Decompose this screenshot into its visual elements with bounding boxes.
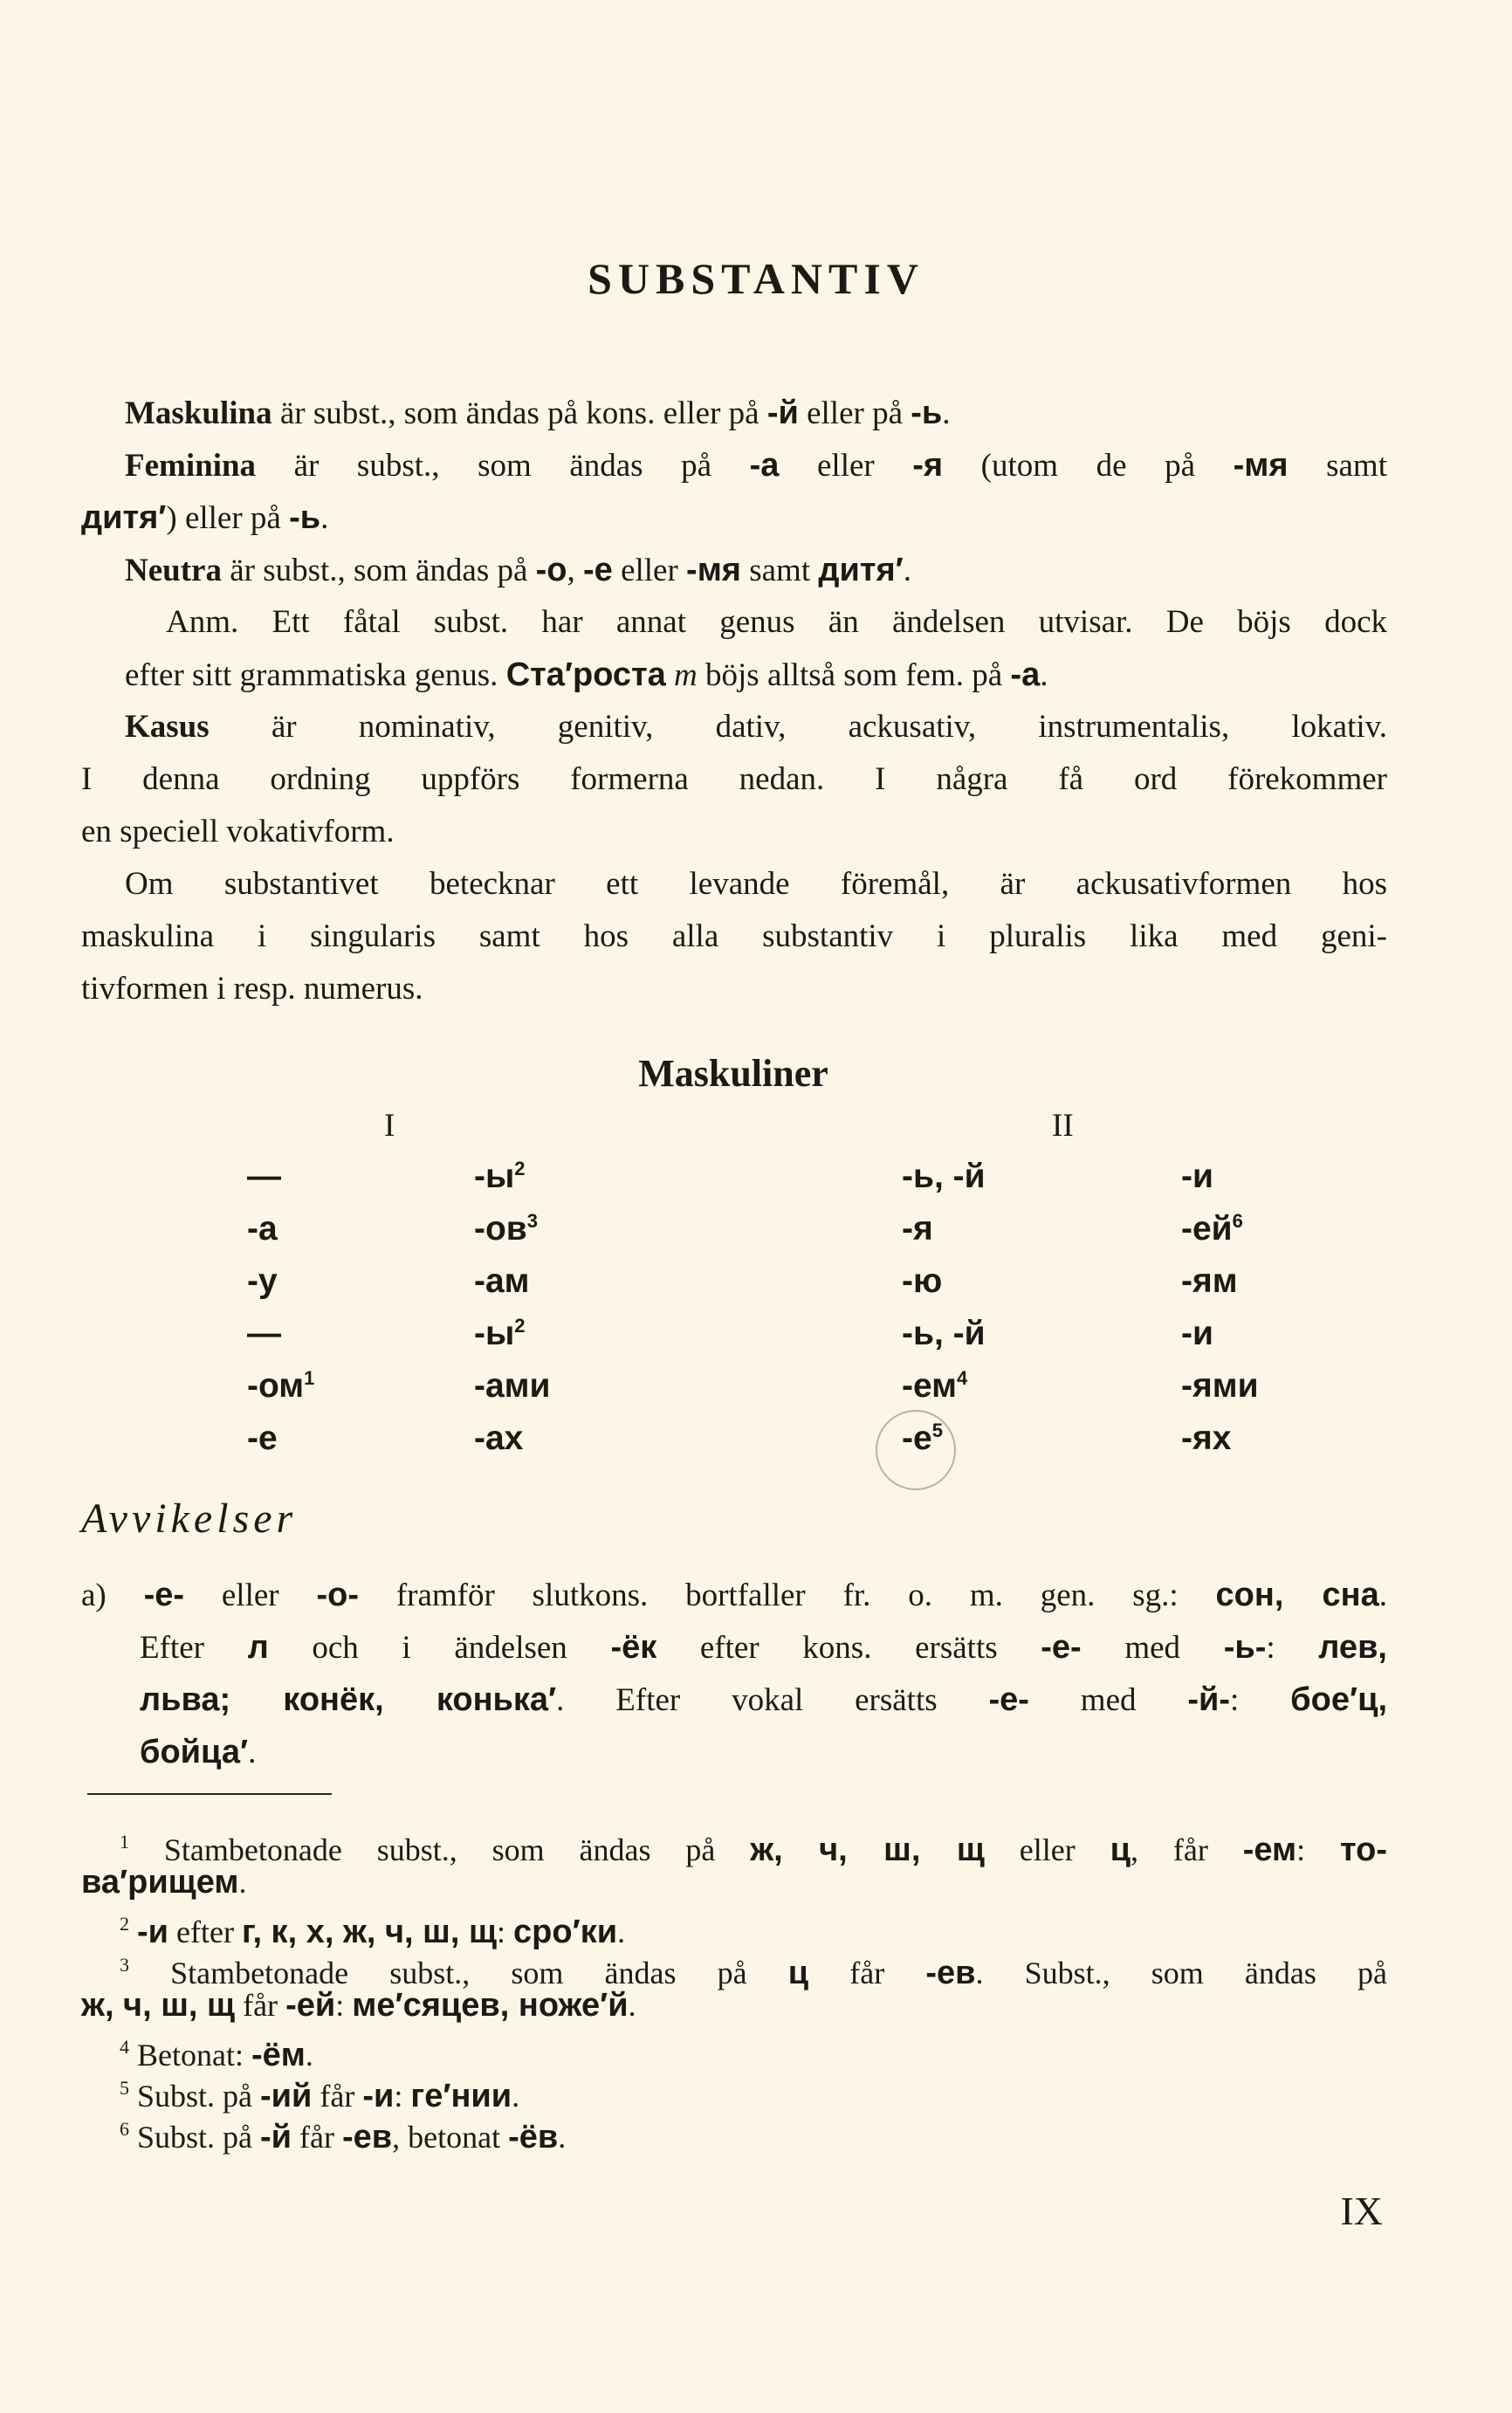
footnote-ref: 2 (514, 1315, 526, 1337)
ending: -а (749, 447, 780, 484)
ending: -я (912, 447, 944, 484)
russian-word: то- (1340, 1832, 1387, 1868)
ending: -о (535, 552, 567, 588)
text: . (942, 395, 951, 431)
footnote-1-cont (81, 1862, 246, 1903)
ending: -е- (143, 1577, 185, 1613)
ending: -и (362, 2078, 395, 2114)
footnote-6 (120, 2108, 566, 2158)
table-cell (1181, 1262, 1238, 1301)
text: efter kons. ersätts (656, 1630, 1041, 1666)
table-heading: Maskuliner (638, 1052, 828, 1095)
text: . (512, 2079, 520, 2114)
text: eller (779, 448, 913, 484)
russian-word: дитя′ (81, 499, 167, 536)
footnote-divider (87, 1793, 332, 1795)
case-ending: -ом (247, 1367, 305, 1405)
table-cell (1181, 1158, 1213, 1196)
ending: -й (260, 2119, 292, 2155)
footnote-ref: 6 (1232, 1210, 1243, 1232)
om-line-1: Om substantivet betecknar ett levande föremål, är ackusativformen hos (125, 866, 1387, 902)
letter: л (247, 1629, 269, 1666)
text: får (235, 1988, 286, 2023)
text: efter (168, 1915, 242, 1949)
text: . (238, 1865, 247, 1900)
ending: -ев (925, 1955, 976, 1991)
footnote-ref: 3 (526, 1210, 539, 1232)
text: . Efter vokal ersätts (556, 1682, 989, 1718)
text: : (1266, 1630, 1319, 1666)
russian-word: сро′ки (513, 1914, 618, 1950)
russian-word: ге′нии (410, 2078, 512, 2114)
table-cell (474, 1262, 530, 1301)
text: böjs alltså som fem. på (697, 657, 1011, 693)
pencil-circle-mark (876, 1410, 956, 1490)
text: och i ändelsen (268, 1630, 611, 1666)
text: efter sitt grammatiska genus. (125, 657, 506, 693)
russian-word: ме′сяцев, ноже′й (352, 1987, 629, 2024)
text: framför slutkons. bortfaller fr. o. m. gen. sg.: (358, 1578, 1216, 1613)
russian-word: льва; конёк, конька′ (140, 1681, 557, 1718)
ending: -ий (260, 2078, 313, 2114)
case-ending: -ами (474, 1367, 551, 1405)
ending: -ём (251, 2037, 306, 2073)
footnote-ref: 5 (931, 1420, 943, 1441)
case-ending: -ям (1181, 1262, 1238, 1300)
text: ) eller på (166, 500, 290, 536)
ending: -мя (1233, 447, 1289, 484)
anm-line-2 (125, 649, 1048, 702)
ending: -ь (289, 499, 321, 536)
text: . (628, 1988, 636, 2023)
text: , betonat (392, 2120, 509, 2155)
text: eller (612, 553, 687, 588)
text: eller (984, 1832, 1110, 1867)
ending: -ев (342, 2119, 393, 2155)
ending: -ь (911, 395, 943, 431)
text: . (558, 2120, 567, 2155)
feminina-line-2 (81, 492, 328, 545)
table-cell (474, 1315, 526, 1353)
text: . (903, 553, 911, 588)
table-cell (1181, 1367, 1259, 1406)
ending: -ёк (610, 1629, 657, 1666)
text: (utom de på (943, 448, 1234, 484)
table-cell (1181, 1420, 1231, 1458)
case-ending: — (247, 1315, 281, 1352)
table-cell (1181, 1210, 1243, 1248)
text: är subst., som ändas på kons. eller på (271, 395, 767, 431)
text: . (320, 500, 329, 536)
text: Subst. på (129, 2120, 261, 2155)
table-cell (1181, 1315, 1213, 1353)
case-ending: -ы (474, 1315, 515, 1352)
text: eller på (798, 395, 911, 431)
footnote-number: 6 (120, 2118, 129, 2140)
text: är nominativ, genitiv, dativ, ackusativ, instrumentalis, lokativ. (209, 709, 1387, 745)
group-label-2: II (1052, 1108, 1074, 1144)
russian-word: бое′ц, (1290, 1681, 1388, 1718)
ending: -ёв (508, 2119, 559, 2155)
text: är subst., som ändas på (256, 448, 750, 484)
case-ending: -ей (1181, 1210, 1233, 1248)
footnote-number: 5 (120, 2077, 129, 2099)
case-ending: -е (902, 1420, 932, 1457)
footnote-ref: 2 (514, 1158, 526, 1179)
kasus-line-1 (125, 701, 1387, 753)
russian-word: бойца′ (140, 1734, 249, 1770)
avvikelser-heading: Avvikelser (81, 1495, 298, 1542)
letter: ц (1110, 1832, 1131, 1868)
text: är subst., som ändas på (221, 553, 536, 588)
table-cell (247, 1158, 281, 1196)
case-ending: -ов (474, 1210, 527, 1248)
group-label-1: I (384, 1108, 395, 1144)
text: . Subst., som ändas på (975, 1956, 1387, 1990)
footnote-1 (120, 1821, 1387, 1871)
russian-word: дитя′ (818, 552, 904, 588)
ending: -а (1010, 657, 1041, 693)
footnote-ref: 1 (304, 1367, 315, 1389)
case-ending: -ях (1181, 1420, 1232, 1457)
text: får (292, 2120, 342, 2155)
kasus-line-2: I denna ordning uppförs formerna nedan. I några få ord förekommer (81, 761, 1387, 797)
footnote-number: 4 (120, 2036, 129, 2058)
table-cell (247, 1262, 278, 1301)
case-ending: -е (247, 1420, 278, 1457)
case-ending: -я (902, 1210, 933, 1248)
text: : (497, 1915, 514, 1949)
case-ending: -ь, -й (902, 1315, 986, 1352)
table-cell (902, 1367, 967, 1406)
avvikelser-line-2 (140, 1621, 1387, 1674)
avvikelser-line-1 (81, 1569, 1387, 1622)
text: eller (184, 1578, 317, 1613)
table-cell (474, 1420, 523, 1458)
gender-marker: m (665, 657, 698, 693)
case-ending: -ах (474, 1420, 524, 1457)
term-feminina: Feminina (125, 448, 257, 484)
case-ending: -ю (902, 1262, 943, 1300)
footnote-ref: 4 (957, 1367, 968, 1389)
ending: -й (766, 395, 799, 431)
text: . (1378, 1578, 1387, 1613)
footnote-3-cont (81, 1985, 636, 2026)
ending: -ей (285, 1987, 336, 2024)
text: med (1081, 1630, 1224, 1666)
table-cell (474, 1210, 538, 1248)
term-neutra: Neutra (125, 553, 222, 588)
table-cell (902, 1210, 933, 1248)
om-line-2: maskulina i singularis samt hos alla substantiv i pluralis lika med geni- (81, 918, 1387, 954)
text: Stambetonade subst., som ändas på (129, 1832, 751, 1867)
case-ending: -ы (474, 1158, 515, 1195)
ending: -ем (1242, 1832, 1297, 1868)
table-cell (474, 1367, 551, 1406)
anm-line-1: Anm. Ett fåtal subst. har annat genus än ändelsen utvisar. De böjs dock (166, 604, 1387, 640)
case-ending: — (247, 1158, 281, 1195)
footnote-number: 1 (120, 1831, 129, 1853)
text: , får (1131, 1832, 1243, 1867)
neutra-line (125, 544, 911, 597)
table-cell (247, 1420, 278, 1458)
ending: -мя (686, 552, 741, 588)
text: . (248, 1735, 257, 1770)
case-ending: -и (1181, 1315, 1213, 1352)
ending: -о- (316, 1577, 359, 1613)
case-ending: -и (1181, 1158, 1213, 1195)
table-cell (247, 1367, 314, 1406)
kasus-line-3: en speciell vokativform. (81, 814, 395, 849)
case-ending: -ь, -й (902, 1158, 986, 1195)
table-cell (902, 1315, 986, 1353)
table-cell (902, 1158, 986, 1196)
text: Efter (140, 1630, 248, 1666)
text: : (1296, 1832, 1341, 1867)
text: , (567, 553, 584, 588)
avvikelser-line-3 (140, 1674, 1387, 1727)
term-maskulina: Maskulina (125, 395, 272, 431)
ending: -е- (988, 1681, 1029, 1718)
page-number: IX (1340, 2189, 1383, 2233)
text: får (808, 1956, 926, 1990)
table-cell (247, 1315, 281, 1353)
text: med (1028, 1682, 1188, 1718)
case-ending: -у (247, 1262, 278, 1300)
om-line-3: tivformen i resp. numerus. (81, 971, 423, 1007)
footnote-number: 3 (120, 1954, 129, 1976)
letter: ц (787, 1955, 809, 1991)
letters: ж, ч, ш, щ (750, 1832, 985, 1868)
term-kasus: Kasus (125, 709, 210, 745)
text: får (312, 2079, 363, 2114)
text: Stambetonade subst., som ändas på (129, 1956, 788, 1990)
text: a) (81, 1578, 144, 1613)
ending: -е (583, 552, 613, 588)
ending: -и (137, 1914, 169, 1950)
maskulina-line (125, 387, 951, 440)
text: . (617, 1915, 626, 1949)
text: . (1040, 657, 1048, 693)
ending: -й- (1187, 1681, 1231, 1718)
russian-word: лев, (1318, 1629, 1387, 1666)
text: Subst. på (129, 2079, 261, 2114)
case-ending: -ам (474, 1262, 530, 1300)
case-ending: -а (247, 1210, 278, 1248)
letters: г, к, х, ж, ч, ш, щ (241, 1914, 498, 1950)
text: . (305, 2038, 313, 2073)
text: : (1230, 1682, 1291, 1718)
text: : (335, 1988, 353, 2023)
feminina-line-1 (125, 439, 1387, 492)
case-ending: -ями (1181, 1367, 1259, 1405)
table-cell (474, 1158, 526, 1196)
page-title: SUBSTANTIV (588, 254, 924, 303)
text: samt (740, 553, 819, 588)
avvikelser-line-4 (140, 1726, 256, 1779)
table-cell (902, 1262, 942, 1301)
russian-word: Ста′роста (505, 657, 666, 693)
text: Betonat: (129, 2038, 251, 2073)
table-cell (247, 1210, 278, 1248)
text: samt (1288, 448, 1387, 484)
case-ending: -ем (902, 1367, 958, 1405)
text: : (394, 2079, 411, 2114)
letters: ж, ч, ш, щ (81, 1987, 236, 2024)
footnote-number: 2 (120, 1913, 129, 1935)
ending: -е- (1041, 1629, 1082, 1666)
russian-word: ва′рищем (81, 1864, 239, 1901)
ending: -ь- (1223, 1629, 1267, 1666)
russian-word: сон, сна (1215, 1577, 1379, 1613)
